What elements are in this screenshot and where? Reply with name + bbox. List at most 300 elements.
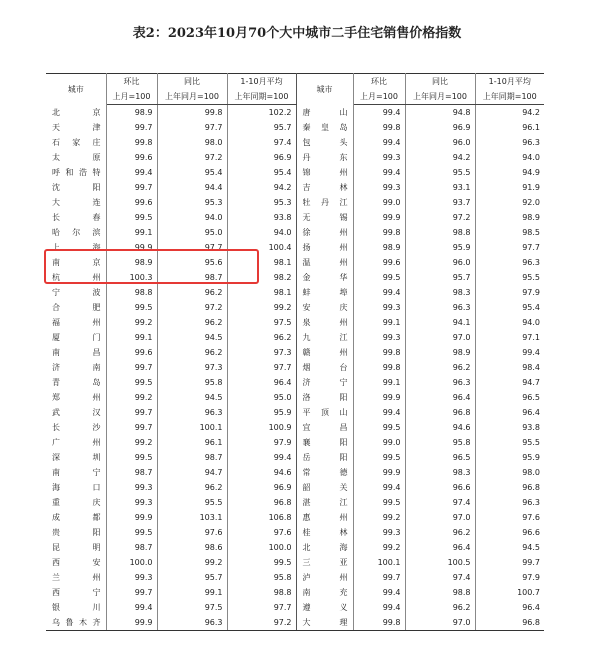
left-mom-cell: 99.2 [106,435,157,450]
left-ytd-cell: 98.1 [227,285,296,300]
left-yoy-cell: 97.7 [157,120,227,135]
left-city-cell: 宁 波 [46,285,106,300]
right-yoy-cell: 95.8 [405,435,475,450]
right-city-cell: 南 充 [296,585,353,600]
right-yoy-cell: 93.7 [405,195,475,210]
left-mom-cell: 99.3 [106,570,157,585]
right-mom-cell: 99.8 [353,225,405,240]
right-ytd-cell: 91.9 [522,183,540,192]
left-yoy-cell: 97.2 [157,150,227,165]
right-yoy-cell: 98.9 [405,345,475,360]
left-yoy-cell: 97.7 [157,240,227,255]
left-mom-cell: 99.4 [106,600,157,615]
right-city-cell: 泸 州 [296,570,353,585]
left-ytd-cell: 95.0 [227,390,296,405]
left-mom-cell: 99.5 [106,300,157,315]
right-mom-cell: 99.0 [353,195,405,210]
right-yoy-cell: 98.8 [405,585,475,600]
left-yoy-cell: 95.8 [157,375,227,390]
right-mom-cell: 99.8 [353,120,405,135]
right-city-cell: 大 理 [296,615,353,631]
table-row [46,570,544,585]
right-mom-cell: 99.3 [353,300,405,315]
right-mom-cell: 99.5 [353,420,405,435]
left-mom-cell: 99.1 [106,225,157,240]
table-row [46,150,544,165]
right-yoy-cell: 95.5 [405,165,475,180]
left-ytd-cell: 99.2 [227,300,296,315]
header-yoy-base-left: 上年同月=100 [157,89,227,105]
right-yoy-cell: 96.2 [405,360,475,375]
table-row [46,135,544,150]
left-city-cell: 杭 州 [46,270,106,285]
right-ytd-cell: 95.4 [522,303,540,312]
right-city-cell: 安 庆 [296,300,353,315]
right-mom-cell: 99.9 [353,390,405,405]
table-row [46,120,544,135]
right-yoy-cell: 100.5 [405,555,475,570]
right-ytd-cell: 97.7 [522,243,540,252]
table-row [46,360,544,375]
left-mom-cell: 99.5 [106,450,157,465]
left-mom-cell: 98.7 [106,465,157,480]
header-mom-left: 环比 [106,74,157,90]
right-mom-cell: 99.4 [353,135,405,150]
right-city-cell: 扬 州 [296,240,353,255]
right-ytd-cell: 98.0 [522,468,540,477]
right-ytd-cell: 99.7 [522,558,540,567]
right-city-cell: 宜 昌 [296,420,353,435]
left-mom-cell: 99.3 [106,480,157,495]
left-yoy-cell: 96.2 [157,315,227,330]
left-mom-cell: 99.8 [106,135,157,150]
left-mom-cell: 99.7 [106,420,157,435]
left-yoy-cell: 97.3 [157,360,227,375]
right-ytd-cell: 96.4 [522,408,540,417]
right-city-cell: 襄 阳 [296,435,353,450]
right-yoy-cell: 95.9 [405,240,475,255]
right-city-cell: 吉 林 [296,180,353,195]
left-ytd-cell: 95.8 [227,570,296,585]
right-city-cell: 桂 林 [296,525,353,540]
highlight-box [44,249,259,284]
right-ytd-cell: 94.9 [522,168,540,177]
right-ytd-cell: 96.6 [522,528,540,537]
right-city-cell: 湛 江 [296,495,353,510]
left-city-cell: 上 海 [46,240,106,255]
left-yoy-cell: 94.4 [157,180,227,195]
table-row [46,510,544,525]
right-city-cell: 三 亚 [296,555,353,570]
left-yoy-cell: 98.7 [157,450,227,465]
right-yoy-cell: 97.2 [405,210,475,225]
table-row [46,195,544,210]
left-ytd-cell: 95.9 [227,405,296,420]
table-row [46,435,544,450]
left-ytd-cell: 94.2 [227,180,296,195]
right-city-cell: 遵 义 [296,600,353,615]
right-ytd-cell: 96.3 [522,498,540,507]
right-ytd-cell: 92.0 [522,198,540,207]
right-yoy-cell: 96.6 [405,480,475,495]
left-city-cell: 福 州 [46,315,106,330]
left-ytd-cell: 94.6 [227,465,296,480]
table-row [46,345,544,360]
left-ytd-cell: 100.4 [227,240,296,255]
left-yoy-cell: 98.7 [157,270,227,285]
right-city-cell: 惠 州 [296,510,353,525]
left-ytd-cell: 97.2 [227,615,296,631]
right-ytd-cell: 94.5 [522,543,540,552]
right-city-cell: 韶 关 [296,480,353,495]
left-yoy-cell: 99.8 [157,105,227,121]
left-city-cell: 长 春 [46,210,106,225]
header-mom-right: 环比 [353,74,405,90]
left-yoy-cell: 94.5 [157,330,227,345]
table-row [46,105,544,121]
header-mom-base-right: 上月=100 [353,89,405,105]
right-mom-cell: 99.3 [353,525,405,540]
right-city-cell: 烟 台 [296,360,353,375]
table-title: 表2：2023年10月70个大中城市二手住宅销售价格指数 [132,26,462,41]
left-ytd-cell: 98.1 [227,255,296,270]
right-yoy-cell: 96.2 [405,600,475,615]
left-mom-cell: 99.5 [106,525,157,540]
header-ytd-base-left: 上年同期=100 [227,89,296,105]
table-row [46,450,544,465]
right-city-cell: 包 头 [296,135,353,150]
right-city-cell: 无 锡 [296,210,353,225]
table-row [46,480,544,495]
left-mom-cell: 99.7 [106,405,157,420]
right-yoy-cell: 96.5 [405,450,475,465]
price-index-table [46,73,544,631]
left-mom-cell: 99.9 [106,510,157,525]
table-row [46,540,544,555]
right-mom-cell: 99.6 [353,255,405,270]
right-mom-cell: 99.9 [353,210,405,225]
right-mom-cell: 99.3 [353,180,405,195]
left-city-cell: 深 圳 [46,450,106,465]
right-yoy-cell: 95.7 [405,270,475,285]
right-mom-cell: 99.7 [353,570,405,585]
right-ytd-cell: 96.8 [522,483,540,492]
left-city-cell: 厦 门 [46,330,106,345]
right-mom-cell: 99.3 [353,150,405,165]
left-city-cell: 郑 州 [46,390,106,405]
left-ytd-cell: 97.9 [227,435,296,450]
left-city-cell: 重 庆 [46,495,106,510]
right-city-cell: 北 海 [296,540,353,555]
right-ytd-cell: 97.1 [522,333,540,342]
left-yoy-cell: 97.5 [157,600,227,615]
right-city-cell: 秦皇岛 [296,120,353,135]
left-city-cell: 银 川 [46,600,106,615]
right-ytd-cell: 98.9 [522,213,540,222]
left-ytd-cell: 97.7 [227,600,296,615]
left-ytd-cell: 97.4 [227,135,296,150]
table-row [46,465,544,480]
left-city-cell: 南 京 [46,255,106,270]
right-yoy-cell: 97.4 [405,570,475,585]
left-yoy-cell: 96.2 [157,480,227,495]
right-mom-cell: 99.8 [353,615,405,631]
right-mom-cell: 100.1 [353,555,405,570]
header-city-right: 城市 [296,74,353,105]
right-mom-cell: 99.8 [353,345,405,360]
right-city-cell: 赣 州 [296,345,353,360]
right-mom-cell: 99.1 [353,375,405,390]
right-yoy-cell: 94.6 [405,420,475,435]
left-ytd-cell: 93.8 [227,210,296,225]
right-ytd-cell: 100.7 [517,588,540,597]
left-ytd-cell: 96.4 [227,375,296,390]
left-city-cell: 成 都 [46,510,106,525]
table-row [46,375,544,390]
right-city-cell: 岳 阳 [296,450,353,465]
right-ytd-cell: 93.8 [522,423,540,432]
left-mom-cell: 100.3 [106,270,157,285]
table-row [46,330,544,345]
left-city-cell: 海 口 [46,480,106,495]
left-mom-cell: 99.9 [106,615,157,631]
right-yoy-cell: 96.9 [405,120,475,135]
right-yoy-cell: 96.2 [405,525,475,540]
left-yoy-cell: 99.1 [157,585,227,600]
left-ytd-cell: 98.2 [227,270,296,285]
left-yoy-cell: 96.2 [157,345,227,360]
left-yoy-cell: 95.0 [157,225,227,240]
right-yoy-cell: 94.1 [405,315,475,330]
table-row [46,420,544,435]
right-mom-cell: 99.5 [353,495,405,510]
right-ytd-cell: 97.9 [522,573,540,582]
right-ytd-cell: 94.7 [522,378,540,387]
table-row [46,585,544,600]
left-ytd-cell: 97.7 [227,360,296,375]
right-city-cell: 常 德 [296,465,353,480]
right-ytd-cell: 96.3 [522,258,540,267]
header-yoy-left: 同比 [157,74,227,90]
right-city-cell: 泉 州 [296,315,353,330]
left-city-cell: 沈 阳 [46,180,106,195]
left-city-cell: 武 汉 [46,405,106,420]
left-yoy-cell: 100.1 [157,420,227,435]
right-mom-cell: 99.4 [353,165,405,180]
left-yoy-cell: 95.4 [157,165,227,180]
table-row [46,210,544,225]
right-ytd-cell: 94.0 [522,153,540,162]
left-city-cell: 西 安 [46,555,106,570]
right-mom-cell: 99.2 [353,540,405,555]
table-row [46,615,544,631]
left-mom-cell: 98.7 [106,540,157,555]
left-mom-cell: 99.6 [106,150,157,165]
left-city-cell: 石家庄 [46,135,106,150]
table-row [46,555,544,570]
right-mom-cell: 99.3 [353,330,405,345]
left-city-cell: 合 肥 [46,300,106,315]
left-ytd-cell: 97.3 [227,345,296,360]
right-yoy-cell: 94.8 [405,105,475,121]
left-mom-cell: 99.7 [106,585,157,600]
left-mom-cell: 99.2 [106,315,157,330]
right-mom-cell: 99.4 [353,405,405,420]
header-ytd-base-right: 上年同期=100 [475,89,544,105]
left-ytd-cell: 96.2 [227,330,296,345]
left-ytd-cell: 99.5 [227,555,296,570]
left-yoy-cell: 98.6 [157,540,227,555]
left-ytd-cell: 95.4 [227,165,296,180]
left-mom-cell: 99.5 [106,375,157,390]
left-city-cell: 南 宁 [46,465,106,480]
right-yoy-cell: 93.1 [405,180,475,195]
header-city-left: 城市 [46,74,106,105]
right-city-cell: 金 华 [296,270,353,285]
left-mom-cell: 100.0 [106,555,157,570]
left-mom-cell: 98.9 [106,255,157,270]
left-yoy-cell: 103.1 [157,510,227,525]
left-city-cell: 青 岛 [46,375,106,390]
left-yoy-cell: 98.0 [157,135,227,150]
left-mom-cell: 99.5 [106,210,157,225]
left-city-cell: 呼和浩特 [46,165,106,180]
table-row [46,225,544,240]
left-city-cell: 乌鲁木齐 [46,615,106,631]
right-ytd-cell: 95.5 [522,438,540,447]
right-city-cell: 唐 山 [296,105,353,121]
left-yoy-cell: 94.7 [157,465,227,480]
table-row [46,315,544,330]
left-city-cell: 长 沙 [46,420,106,435]
right-mom-cell: 99.1 [353,315,405,330]
left-yoy-cell: 97.6 [157,525,227,540]
left-yoy-cell: 96.1 [157,435,227,450]
table-row [46,390,544,405]
right-mom-cell: 99.8 [353,360,405,375]
right-city-cell: 洛 阳 [296,390,353,405]
table-row [46,525,544,540]
left-city-cell: 济 南 [46,360,106,375]
right-yoy-cell: 96.4 [405,540,475,555]
right-yoy-cell: 97.0 [405,330,475,345]
left-ytd-cell: 96.9 [227,480,296,495]
left-yoy-cell: 94.5 [157,390,227,405]
right-mom-cell: 99.4 [353,480,405,495]
right-city-cell: 温 州 [296,255,353,270]
left-yoy-cell: 97.2 [157,300,227,315]
table-row [46,180,544,195]
table-row [46,600,544,615]
right-ytd-cell: 98.4 [522,363,540,372]
left-city-cell: 广 州 [46,435,106,450]
table-row [46,300,544,315]
left-mom-cell: 99.6 [106,345,157,360]
right-yoy-cell: 96.3 [405,375,475,390]
right-yoy-cell: 96.8 [405,405,475,420]
left-ytd-cell: 97.6 [227,525,296,540]
left-city-cell: 北 京 [46,105,106,121]
right-mom-cell: 99.4 [353,105,405,121]
right-ytd-cell: 94.2 [522,108,540,117]
right-yoy-cell: 96.4 [405,390,475,405]
left-mom-cell: 99.2 [106,390,157,405]
left-mom-cell: 98.9 [106,105,157,121]
left-mom-cell: 99.3 [106,495,157,510]
right-ytd-cell: 96.8 [475,615,544,631]
left-yoy-cell: 95.6 [157,255,227,270]
left-mom-cell: 99.7 [106,120,157,135]
left-mom-cell: 98.8 [106,285,157,300]
right-mom-cell: 98.9 [353,240,405,255]
right-yoy-cell: 97.0 [405,510,475,525]
right-yoy-cell: 98.3 [405,285,475,300]
right-mom-cell: 99.4 [353,600,405,615]
left-city-cell: 天 津 [46,120,106,135]
right-ytd-cell: 96.5 [522,393,540,402]
right-ytd-cell: 98.5 [522,228,540,237]
left-ytd-cell: 94.0 [227,225,296,240]
right-ytd-cell: 95.5 [522,273,540,282]
left-yoy-cell: 96.2 [157,285,227,300]
right-yoy-cell: 96.0 [405,135,475,150]
table-row [46,495,544,510]
table-body [46,105,544,631]
right-ytd-cell: 96.3 [522,138,540,147]
header-ytd-left: 1-10月平均 [227,74,296,90]
left-city-cell: 南 昌 [46,345,106,360]
header-yoy-right: 同比 [405,74,475,90]
left-ytd-cell: 96.8 [227,495,296,510]
right-city-cell: 济 宁 [296,375,353,390]
left-yoy-cell: 95.3 [157,195,227,210]
right-city-cell: 九 江 [296,330,353,345]
right-city-cell: 锦 州 [296,165,353,180]
right-ytd-cell: 95.9 [522,453,540,462]
right-city-cell: 丹 东 [296,150,353,165]
left-city-cell: 兰 州 [46,570,106,585]
left-city-cell: 昆 明 [46,540,106,555]
left-ytd-cell: 97.5 [227,315,296,330]
right-yoy-cell: 98.3 [405,465,475,480]
right-city-cell: 蚌 埠 [296,285,353,300]
right-ytd-cell: 99.4 [522,348,540,357]
left-mom-cell: 99.1 [106,330,157,345]
left-city-cell: 大 连 [46,195,106,210]
right-yoy-cell: 98.8 [405,225,475,240]
header-mom-base-left: 上月=100 [106,89,157,105]
left-yoy-cell: 95.5 [157,495,227,510]
right-yoy-cell: 97.0 [405,615,475,631]
right-ytd-cell: 97.6 [522,513,540,522]
right-yoy-cell: 94.2 [405,150,475,165]
left-yoy-cell: 96.3 [157,405,227,420]
right-mom-cell: 99.4 [353,585,405,600]
right-mom-cell: 99.9 [353,465,405,480]
left-ytd-cell: 95.3 [227,195,296,210]
right-ytd-cell: 97.9 [522,288,540,297]
right-mom-cell: 99.0 [353,435,405,450]
header-yoy-base-right: 上年同月=100 [405,89,475,105]
left-yoy-cell: 96.3 [157,615,227,631]
right-city-cell: 平顶山 [296,405,353,420]
table-row [46,405,544,420]
header-ytd-right: 1-10月平均 [475,74,544,90]
left-mom-cell: 99.4 [106,165,157,180]
left-yoy-cell: 95.7 [157,570,227,585]
right-city-cell: 牡丹江 [296,195,353,210]
left-ytd-cell: 95.7 [227,120,296,135]
